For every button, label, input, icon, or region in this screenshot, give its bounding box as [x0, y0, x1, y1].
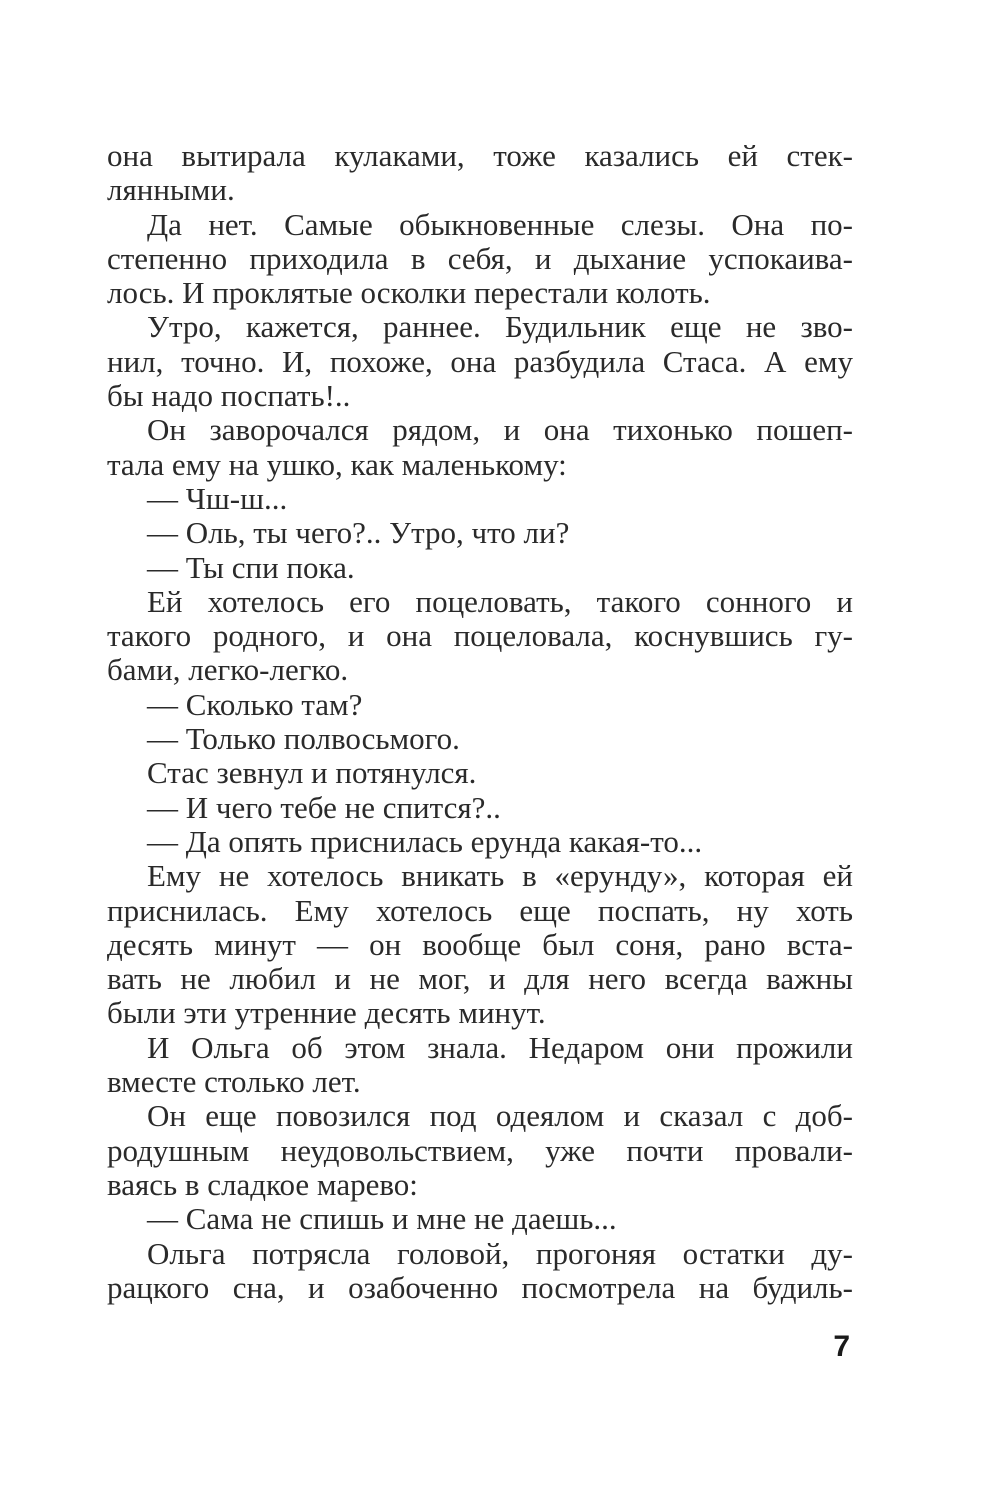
text-line: Стас зевнул и потянулся. — [147, 755, 477, 791]
text-line: Утро, кажется, раннее. Будильник еще не зво- — [147, 309, 853, 345]
text-line: Ему не хотелось вникать в «ерунду», которая ей — [147, 858, 853, 894]
text-line: Да нет. Самые обыкновенные слезы. Она по- — [147, 206, 853, 242]
text-line: — Оль, ты чего?.. Утро, что ли? — [147, 515, 570, 551]
text-line: бы надо поспать!.. — [107, 378, 351, 414]
text-line: бами, легко-легко. — [107, 652, 349, 688]
text-line: — Чш-ш... — [147, 480, 288, 516]
text-line: вместе столько лет. — [107, 1064, 361, 1100]
text-line: — Только полвосьмого. — [147, 721, 460, 757]
text-line: нил, точно. И, похоже, она разбудила Стаса. А ему — [107, 343, 853, 379]
text-line: такого родного, и она поцеловала, коснувшись гу- — [107, 618, 853, 654]
text-line: — Ты спи пока. — [147, 549, 355, 585]
text-line: десять минут — он вообще был соня, рано вста- — [107, 926, 853, 962]
text-line: — Да опять приснилась ерунда какая-то... — [147, 823, 703, 859]
text-line: — Сколько там? — [147, 686, 363, 722]
text-line: тала ему на ушко, как маленькому: — [107, 446, 567, 482]
page-number: 7 — [833, 1330, 850, 1363]
text-line: лось. И проклятые осколки перестали колоть. — [107, 275, 711, 311]
text-line: лянными. — [107, 172, 235, 208]
text-line: ваясь в сладкое марево: — [107, 1166, 418, 1202]
text-line: степенно приходила в себя, и дыхание успокаива- — [107, 240, 853, 276]
text-line: приснилась. Ему хотелось еще поспать, ну хоть — [107, 892, 853, 928]
body-text — [107, 139, 853, 1305]
text-line: были эти утренние десять минут. — [107, 995, 546, 1031]
text-line: она вытирала кулаками, тоже казались ей стек- — [107, 138, 853, 173]
text-line: рацкого сна, и озабоченно посмотрела на будиль- — [107, 1269, 853, 1305]
text-line: Ей хотелось его поцеловать, такого сонного и — [147, 583, 853, 619]
text-line: — И чего тебе не спится?.. — [147, 789, 501, 825]
text-line: Он еще повозился под одеялом и сказал с доб- — [147, 1098, 853, 1134]
text-line: родушным неудовольствием, уже почти провали- — [107, 1132, 853, 1168]
text-line: И Ольга об этом знала. Недаром они прожили — [147, 1029, 853, 1065]
text-line: — Сама не спишь и мне не даешь... — [147, 1201, 617, 1237]
text-line: вать не любил и не мог, и для него всегда важны — [107, 961, 853, 997]
text-line: Ольга потрясла головой, прогоняя остатки ду- — [147, 1235, 853, 1271]
text-line: Он заворочался рядом, и она тихонько пошеп- — [147, 412, 853, 448]
